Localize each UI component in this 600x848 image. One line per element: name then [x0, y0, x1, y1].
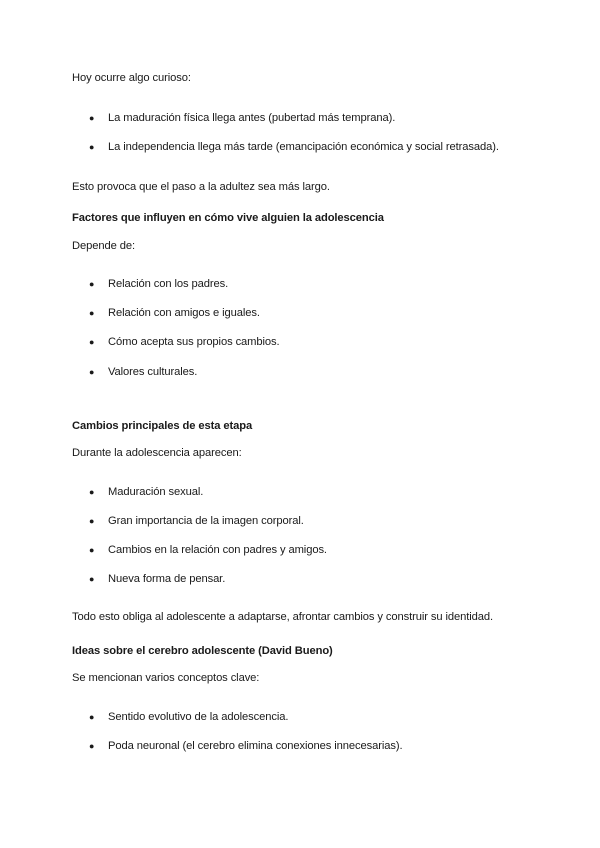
bullet-icon: ● [89, 337, 95, 347]
list-item: Nueva forma de pensar. [108, 573, 226, 585]
bullet-icon: ● [89, 741, 95, 751]
list-item: La independencia llega más tarde (emancipación económica y social retrasada). [108, 141, 499, 153]
paragraph: Esto provoca que el paso a la adultez sea más largo. [72, 181, 330, 193]
bullet-icon: ● [89, 545, 95, 555]
intro-text: Hoy ocurre algo curioso: [72, 72, 191, 84]
list-item: Poda neuronal (el cerebro elimina conexiones innecesarias). [108, 740, 403, 752]
bullet-icon: ● [89, 574, 95, 584]
section-intro: Durante la adolescencia aparecen: [72, 447, 242, 459]
paragraph: Todo esto obliga al adolescente a adaptarse, afrontar cambios y construir su identidad. [72, 611, 494, 623]
list-item: Sentido evolutivo de la adolescencia. [108, 711, 289, 723]
bullet-icon: ● [89, 142, 95, 152]
bullet-icon: ● [89, 367, 95, 377]
list-item: Cómo acepta sus propios cambios. [108, 336, 280, 348]
list-item: Relación con amigos e iguales. [108, 307, 260, 319]
section-intro: Depende de: [72, 240, 135, 252]
bullet-icon: ● [89, 279, 95, 289]
bullet-icon: ● [89, 308, 95, 318]
bullet-icon: ● [89, 113, 95, 123]
section-heading-changes: Cambios principales de esta etapa [72, 420, 253, 432]
list-item: Relación con los padres. [108, 278, 229, 290]
section-heading-brain: Ideas sobre el cerebro adolescente (David Bueno) [72, 645, 333, 657]
section-heading-factors: Factores que influyen en cómo vive alguien la adolescencia [72, 212, 384, 224]
list-item: Valores culturales. [108, 366, 198, 378]
bullet-icon: ● [89, 712, 95, 722]
list-item: Gran importancia de la imagen corporal. [108, 515, 304, 527]
bullet-icon: ● [89, 516, 95, 526]
section-intro: Se mencionan varios conceptos clave: [72, 672, 260, 684]
list-item: Cambios en la relación con padres y amigos. [108, 544, 327, 556]
bullet-icon: ● [89, 487, 95, 497]
list-item: Maduración sexual. [108, 486, 204, 498]
list-item: La maduración física llega antes (pubertad más temprana). [108, 112, 396, 124]
